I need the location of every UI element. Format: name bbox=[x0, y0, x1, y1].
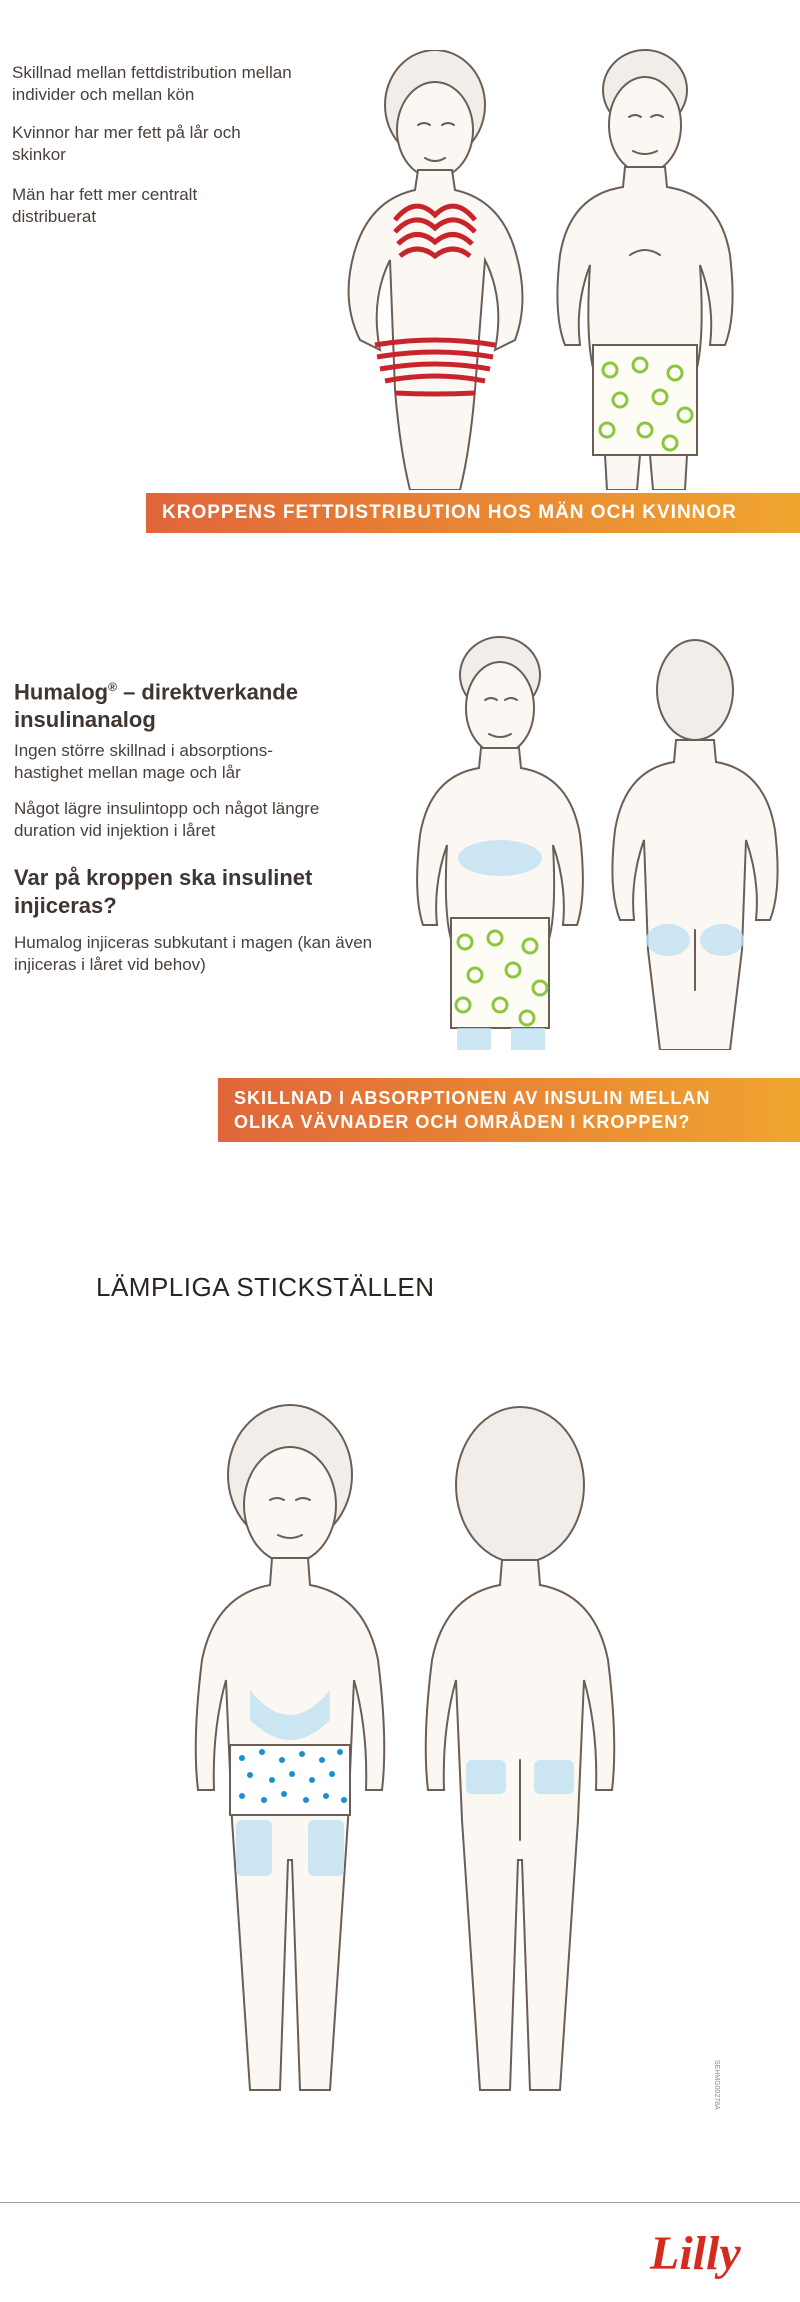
heading-injection-site: Var på kroppen ska insulinet injiceras? bbox=[14, 865, 313, 918]
heading-humalog-name: Humalog bbox=[14, 679, 109, 705]
section-fat-distribution bbox=[0, 0, 800, 540]
banner-insulin-absorption bbox=[218, 1078, 800, 1142]
registered-mark: ® bbox=[108, 680, 117, 694]
woman-illustration bbox=[310, 50, 560, 490]
banner-insulin-line1: SKILLNAD I ABSORPTIONEN AV INSULIN MELLAN bbox=[234, 1088, 711, 1108]
man-front-illustration bbox=[405, 630, 595, 1050]
section-injection-sites bbox=[0, 1240, 800, 2140]
note-subcutaneous: Humalog injiceras subkutant i magen (kan även injiceras i låret vid behov) bbox=[14, 933, 373, 974]
note-women-fat: Kvinnor har mer fett på lår och skinkor bbox=[12, 123, 241, 164]
child-front-illustration bbox=[180, 1400, 400, 2100]
note-insulin-peak: Något lägre insulintopp och något längre duration vid injektion i låret bbox=[14, 799, 320, 840]
banner-insulin-line2: OLIKA VÄVNADER OCH OMRÅDEN I KROPPEN? bbox=[234, 1112, 691, 1132]
injection-sites-title: LÄMPLIGA STICKSTÄLLEN bbox=[96, 1272, 435, 1302]
child-back-illustration bbox=[410, 1400, 630, 2100]
heading-humalog-rest: – direktverkande insulinanalog bbox=[14, 679, 298, 733]
lilly-logo: Lilly bbox=[650, 2227, 741, 2280]
document-code: SEHMG00278A bbox=[713, 2060, 720, 2110]
man-back-illustration bbox=[600, 630, 790, 1050]
note-individual-difference: Skillnad mellan fettdistribution mellan individer och mellan kön bbox=[12, 63, 292, 104]
note-men-fat: Män har fett mer centralt distribuerat bbox=[12, 185, 198, 226]
heading-humalog bbox=[14, 673, 344, 734]
section-insulin-absorption bbox=[0, 590, 800, 1150]
banner-fat-distribution-text: KROPPENS FETTDISTRIBUTION HOS MÄN OCH KVINNOR bbox=[162, 502, 737, 523]
man-illustration bbox=[545, 45, 745, 490]
note-absorption-speed: Ingen större skillnad i absorptions-hastighet mellan mage och lår bbox=[14, 741, 273, 782]
banner-fat-distribution bbox=[146, 493, 800, 533]
footer-divider bbox=[0, 2202, 800, 2203]
